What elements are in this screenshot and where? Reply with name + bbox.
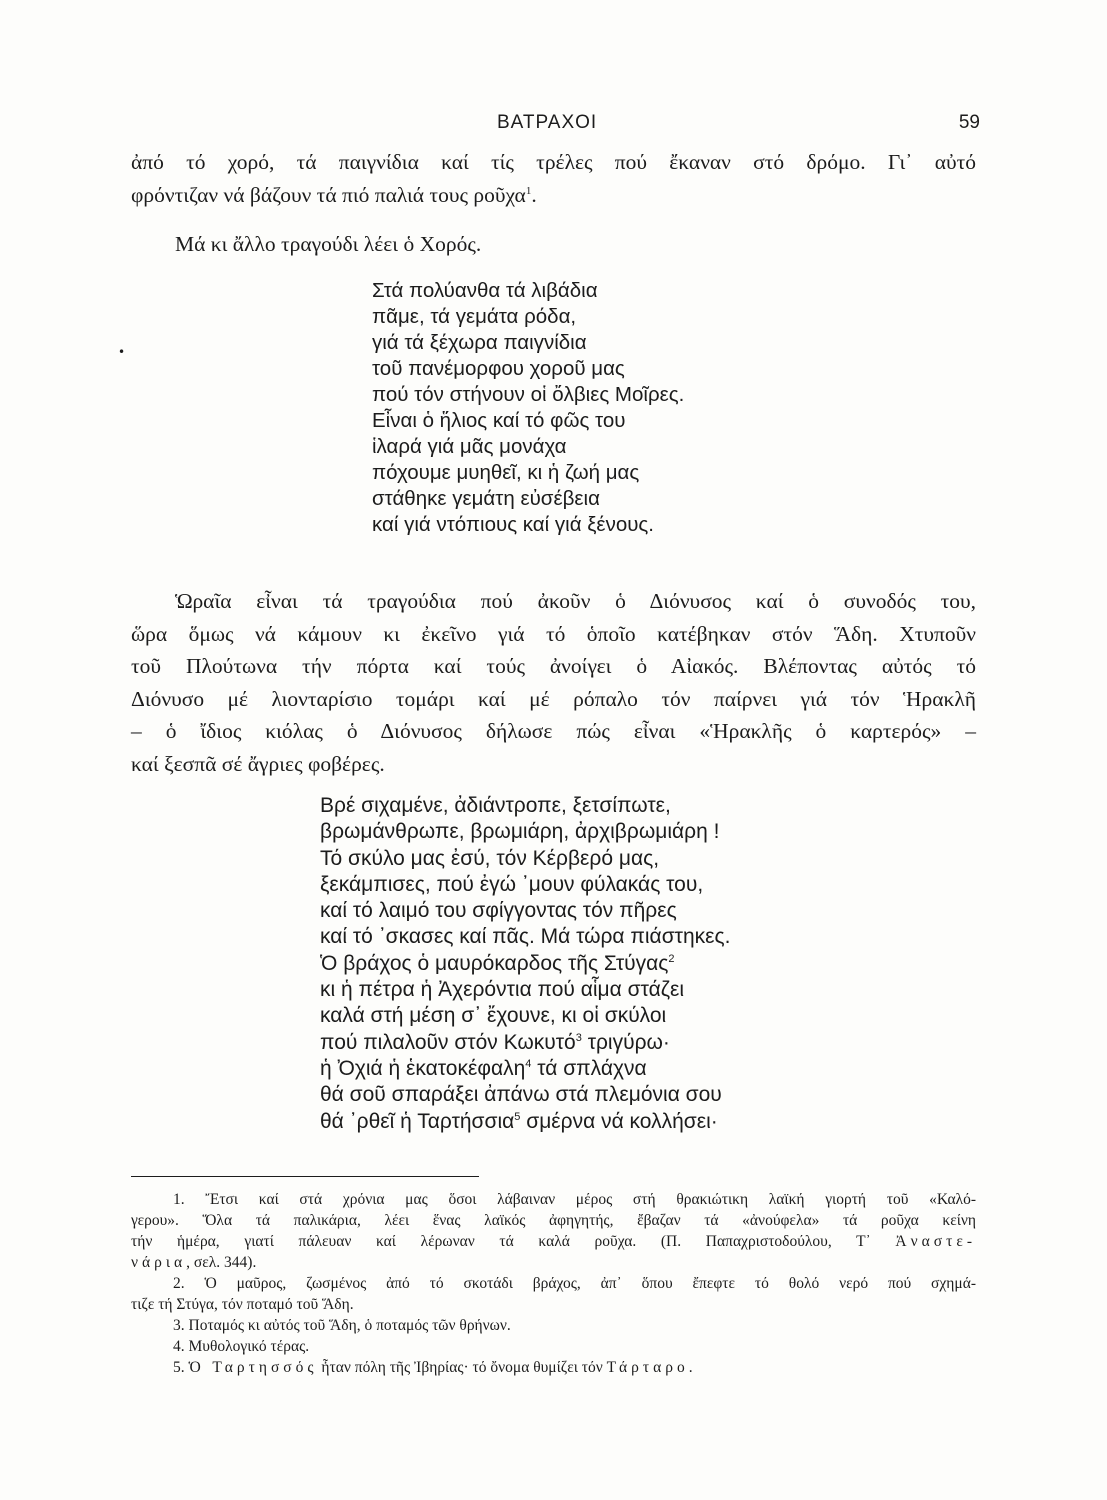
song-2-line: βρωμάνθρωπε, βρωμιάρη, ἀρχιβρωμιάρη !: [320, 820, 720, 844]
song-2-line: ξεκάμπισες, πού ἐγώ ᾽μουν φύλακάς του,: [320, 872, 704, 896]
song-2-line-tail: τά σπλάχνα: [531, 1056, 647, 1080]
song-1-line: Εἶναι ὁ ἥλιος καί τό φῶς του: [372, 409, 626, 432]
page-number: 59: [958, 112, 980, 133]
song-2-line: [320, 1056, 730, 1082]
song-2: [320, 793, 730, 1135]
paragraph-1: [131, 146, 976, 211]
footnote-ref-5: 5: [514, 1110, 521, 1123]
running-head: ΒΑΤΡΑΧΟΙ: [497, 112, 598, 133]
song-2-line-tail: σμέρνα νά κολλήσει·: [520, 1109, 718, 1133]
song-1-line: γιά τά ξέχωρα παιγνίδια: [372, 331, 587, 354]
paragraph-1-line-2-text: φρόντιζαν νά βάζουν τά πιό παλιά τους ροῦχα: [131, 182, 526, 207]
footnote-5-tartarus: Τάρταρο: [606, 1359, 689, 1376]
song-2-line-tail: τριγύρω·: [581, 1030, 670, 1054]
footnote-5-place-name: Ὁ Ταρτησσός: [188, 1359, 318, 1376]
footnote-4: [131, 1336, 976, 1357]
footnote-ref-4: 4: [525, 1057, 532, 1070]
song-2-line-text: Ὁ βράχος ὁ μαυρόκαρδος τῆς Στύγας: [320, 951, 669, 975]
song-2-line: Βρέ σιχαμένε, ἀδιάντροπε, ξετσίπωτε,: [320, 794, 671, 817]
paragraph-3-line-2: ὥρα ὅμως νά κάμουν κι ἐκεῖνο γιά τό ὁποῖο κατέβηκαν στόν Ἅδη. Χτυποῦν: [131, 621, 976, 646]
song-2-line: [320, 1109, 730, 1135]
song-1-line: τοῦ πανέμορφου χοροῦ μας: [372, 357, 625, 380]
footnote-1-line-3-text: τήν ἡμέρα, γιατί πάλευαν καί λέρωναν τά καλά ροῦχα. (Π. Παπαχριστοδούλου, Τ᾽: [131, 1233, 871, 1250]
song-2-line: Τό σκύλο μας ἐσύ, τόν Κέρβερό μας,: [320, 846, 660, 870]
paragraph-3-line-5: – ὁ ἴδιος κιόλας ὁ Διόνυσος δήλωσε πώς εἶναι «Ἡρακλῆς ὁ καρτερός» –: [131, 719, 976, 743]
song-2-line: [320, 951, 730, 977]
footnote-2-line-1: 2. Ὁ μαῦρος, ζωσμένος ἀπό τό σκοτάδι βράχος, ἀπ᾽ ὅπου ἔπεφτε τό θολό νερό πού σχημά-: [173, 1275, 976, 1292]
paragraph-2-line-1: Μά κι ἄλλο τραγούδι λέει ὁ Χορός.: [175, 232, 482, 256]
footnote-3-line-1: 3. Ποταμός κι αὐτός τοῦ Ἅδη, ὁ ποταμός τῶν θρήνων.: [173, 1317, 511, 1334]
footnote-1-line-2: γερου». Ὅλα τά παλικάρια, λέει ἕνας λαϊκός ἀφηγητής, ἔβαζαν τά «ἀνούφελα» τά ροῦχα κείνη: [131, 1212, 976, 1229]
footnote-1: [131, 1189, 976, 1273]
song-1-line: στάθηκε γεμάτη εὐσέβεια: [372, 487, 600, 510]
footnote-1-line-1: 1. Ἔτσι καί στά χρόνια μας ὅσοι λάβαιναν μέρος στή θρακιώτικη λαϊκή γιορτή τοῦ «Καλό-: [173, 1191, 976, 1208]
song-2-line: καλά στή μέση σ᾽ ἔχουνε, κι οἱ σκύλοι: [320, 1004, 667, 1028]
song-1-line: πᾶμε, τά γεμάτα ρόδα,: [372, 305, 577, 328]
song-2-line: καί τό ᾽σκασες καί πᾶς. Μά τώρα πιάστηκες.: [320, 925, 731, 949]
song-1-line: πόχουμε μυηθεῖ, κι ἡ ζωή μας: [372, 461, 640, 484]
margin-mark: •: [118, 345, 126, 359]
song-2-line: [320, 1030, 730, 1056]
paragraph-2: [175, 228, 975, 261]
footnote-5-line-1: [131, 1357, 976, 1378]
footnote-3: [131, 1315, 976, 1336]
footnote-rule: [131, 1176, 479, 1177]
footnote-2-line-2: τιζε τή Στύγα, τόν ποταμό τοῦ Ἅδη.: [131, 1296, 354, 1313]
song-2-line-text: πού πιλαλοῦν στόν Κωκυτό: [320, 1030, 576, 1054]
song-2-line-text: θά ᾽ρθεῖ ἡ Ταρτήσσια: [320, 1109, 515, 1133]
footnote-ref-3: 3: [575, 1031, 582, 1044]
paragraph-3: [131, 585, 976, 780]
song-1-line: καί γιά ντόπιους καί γιά ξένους.: [372, 513, 655, 536]
footnote-1-tail: , σελ. 344).: [186, 1254, 257, 1271]
footnote-1-title-part-2: νάρια: [131, 1254, 187, 1271]
song-1-line: πού τόν στήνουν οἱ ὄλβιες Μοῖρες.: [372, 383, 685, 406]
paragraph-3-line-4: Διόνυσο μέ λιονταρίσιο τομάρι καί μέ ρόπαλο τόν παίρνει γιά τόν Ἡρακλῆ: [131, 686, 976, 711]
footnotes: [131, 1189, 976, 1378]
paragraph-3-line-1: Ὡραῖα εἶναι τά τραγούδια πού ἀκοῦν ὁ Διόνυσος καί ὁ συνοδός του,: [175, 589, 976, 613]
footnote-ref-2: 2: [668, 952, 675, 965]
paragraph-3-line-6: καί ξεσπᾶ σέ ἄγριες φοβέρες.: [131, 751, 385, 776]
footnote-5-middle: ἦταν πόλη τῆς Ἰβηρίας· τό ὄνομα θυμίζει τόν: [317, 1359, 607, 1376]
footnote-5-tail: .: [688, 1359, 693, 1376]
paragraph-3-line-3: τοῦ Πλούτωνα τήν πόρτα καί τούς ἀνοίγει ὁ Αἰακός. Βλέποντας αὐτός τό: [131, 654, 976, 678]
footnote-4-line-1: 4. Μυθολογικό τέρας.: [173, 1338, 310, 1355]
song-2-line-text: ἡ Ὀχιά ἡ ἑκατοκέφαλη: [320, 1056, 526, 1080]
footnote-1-line-4: [131, 1252, 976, 1273]
paragraph-1-line-2: [131, 179, 976, 212]
footnote-ref-1: 1: [525, 184, 532, 197]
song-1: [372, 278, 684, 538]
paragraph-1-line-1: ἀπό τό χορό, τά παιγνίδια καί τίς τρέλες πού ἔκαναν στό δρόμο. Γι᾽ αὐτό: [131, 150, 976, 174]
footnote-1-title-part-1: Ἀναστε-: [895, 1233, 976, 1250]
footnote-2: [131, 1273, 976, 1315]
paragraph-1-line-2-tail: .: [531, 182, 537, 207]
footnote-5: [131, 1357, 976, 1378]
song-1-line: Στά πολύανθα τά λιβάδια: [372, 279, 598, 302]
song-2-line: κι ἡ πέτρα ἡ Ἀχερόντια πού αἷμα στάζει: [320, 978, 685, 1002]
song-1-line: ἱλαρά γιά μᾶς μονάχα: [372, 435, 567, 458]
footnote-1-line-3: [131, 1231, 976, 1252]
song-2-line: θά σοῦ σπαράξει ἀπάνω στά πλεμόνια σου: [320, 1083, 722, 1107]
song-2-line: καί τό λαιμό του σφίγγοντας τόν πῆρες: [320, 899, 677, 923]
footnote-5-prefix: 5.: [173, 1359, 185, 1376]
